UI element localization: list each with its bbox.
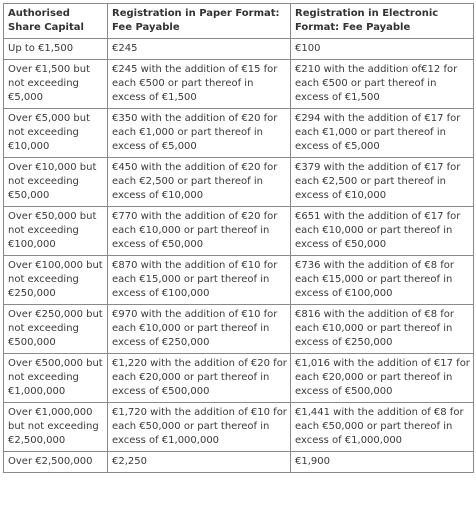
- paper-fee-cell: €970 with the addition of €10 for each €10,000 or part thereof in excess of €250,000: [108, 305, 291, 354]
- electronic-fee-cell: €100: [291, 39, 474, 60]
- electronic-fee-cell: €379 with the addition of €17 for each €2,500 or part thereof in excess of €10,000: [291, 158, 474, 207]
- paper-fee-cell: €245 with the addition of €15 for each €500 or part thereof in excess of €1,500: [108, 60, 291, 109]
- share-capital-cell: Over €500,000 but not exceeding €1,000,000: [4, 354, 108, 403]
- fee-table: [3, 3, 474, 473]
- share-capital-cell: Over €100,000 but not exceeding €250,000: [4, 256, 108, 305]
- paper-fee-cell: €870 with the addition of €10 for each €15,000 or part thereof in excess of €100,000: [108, 256, 291, 305]
- table-row: [4, 305, 474, 354]
- electronic-fee-cell: €1,900: [291, 452, 474, 473]
- header-row: [4, 4, 474, 39]
- share-capital-cell: Over €2,500,000: [4, 452, 108, 473]
- header-paper-format-fee: Registration in Paper Format: Fee Payable: [108, 4, 291, 39]
- table-row: [4, 158, 474, 207]
- electronic-fee-cell: €210 with the addition of€12 for each €500 or part thereof in excess of €1,500: [291, 60, 474, 109]
- table-body: [4, 39, 474, 473]
- electronic-fee-cell: €1,016 with the addition of €17 for each €20,000 or part thereof in excess of €500,000: [291, 354, 474, 403]
- share-capital-cell: Over €250,000 but not exceeding €500,000: [4, 305, 108, 354]
- share-capital-cell: Over €10,000 but not exceeding €50,000: [4, 158, 108, 207]
- paper-fee-cell: €2,250: [108, 452, 291, 473]
- electronic-fee-cell: €1,441 with the addition of €8 for each €50,000 or part thereof in excess of €1,000,000: [291, 403, 474, 452]
- table-row: [4, 354, 474, 403]
- share-capital-cell: Over €1,000,000 but not exceeding €2,500,000: [4, 403, 108, 452]
- share-capital-cell: Over €1,500 but not exceeding €5,000: [4, 60, 108, 109]
- share-capital-cell: Over €5,000 but not exceeding €10,000: [4, 109, 108, 158]
- paper-fee-cell: €1,720 with the addition of €10 for each €50,000 or part thereof in excess of €1,000,000: [108, 403, 291, 452]
- paper-fee-cell: €1,220 with the addition of €20 for each €20,000 or part thereof in excess of €500,000: [108, 354, 291, 403]
- header-electronic-format-fee: Registration in Electronic Format: Fee Payable: [291, 4, 474, 39]
- paper-fee-cell: €245: [108, 39, 291, 60]
- electronic-fee-cell: €651 with the addition of €17 for each €10,000 or part thereof in excess of €50,000: [291, 207, 474, 256]
- table-header: [4, 4, 474, 39]
- header-authorised-share-capital: Authorised Share Capital: [4, 4, 108, 39]
- paper-fee-cell: €350 with the addition of €20 for each €1,000 or part thereof in excess of €5,000: [108, 109, 291, 158]
- table-row: [4, 403, 474, 452]
- electronic-fee-cell: €816 with the addition of €8 for each €10,000 or part thereof in excess of €250,000: [291, 305, 474, 354]
- share-capital-cell: Over €50,000 but not exceeding €100,000: [4, 207, 108, 256]
- electronic-fee-cell: €294 with the addition of €17 for each €1,000 or part thereof in excess of €5,000: [291, 109, 474, 158]
- electronic-fee-cell: €736 with the addition of €8 for each €15,000 or part thereof in excess of €100,000: [291, 256, 474, 305]
- paper-fee-cell: €450 with the addition of €20 for each €2,500 or part thereof in excess of €10,000: [108, 158, 291, 207]
- table-row: [4, 39, 474, 60]
- table-row: [4, 109, 474, 158]
- table-row: [4, 207, 474, 256]
- table-row: [4, 60, 474, 109]
- table-row: [4, 256, 474, 305]
- table-row: [4, 452, 474, 473]
- paper-fee-cell: €770 with the addition of €20 for each €10,000 or part thereof in excess of €50,000: [108, 207, 291, 256]
- share-capital-cell: Up to €1,500: [4, 39, 108, 60]
